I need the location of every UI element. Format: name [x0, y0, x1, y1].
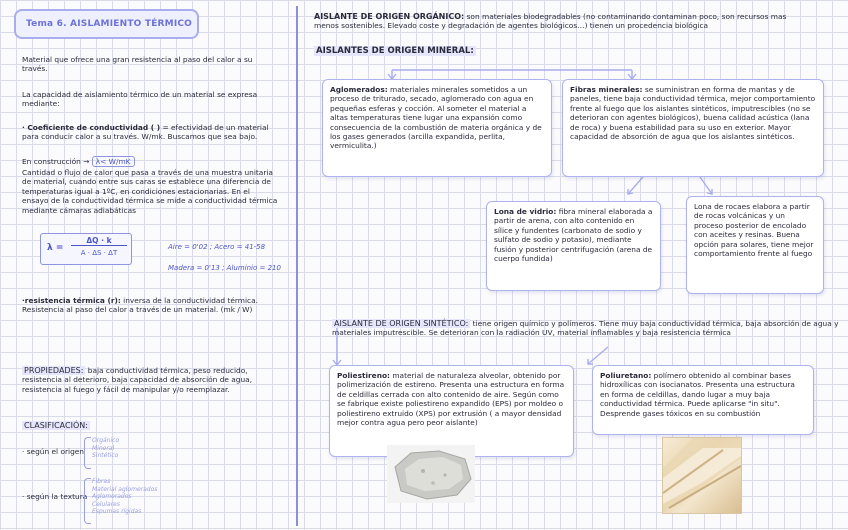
note-air-steel: Aire = 0'02 ; Acero = 41-58: [168, 243, 266, 251]
origin-label: · según el origen: [22, 447, 84, 456]
page-title: Tema 6. AISLAMIENTO TÉRMICO: [26, 19, 193, 29]
polyurethane-image: [663, 438, 741, 513]
texture-item: Fibras: [92, 478, 111, 485]
card-aglomerados: [322, 79, 552, 177]
organic-label: AISLANTE DE ORIGEN ORGÁNICO:: [314, 12, 465, 21]
lona-roca-text: Lona de rocaes elabora a partir de rocas volcánicas y un proceso posterior de encolado con aceites y resinas. Buena opción para solares, tiene mejor comportamiento frente al fuego: [694, 202, 814, 259]
texture-item: Material aglomerados: [92, 485, 158, 493]
lona-vidrio-text: fibra mineral elaborada a partir de arena, con alto contenido en sílice y fundentes (carbonato de sodio y sulfato de sodio y potasio), mediante fusión y posterior centrifugación (arena de cuerpo fundida): [494, 207, 653, 264]
synthetic-label: AISLANTE DE ORIGEN SINTÉTICO:: [334, 319, 469, 328]
poliuretano-label: Poliuretano:: [600, 371, 652, 380]
intro-text: Material que ofrece una gran resistencia al paso del calor a su través.: [22, 55, 253, 74]
resistance-text: inversa de la conductividad térmica. Resistencia al paso del calor a través de un material. (mk / W): [22, 296, 259, 315]
arrow-to-poliuretano: [588, 347, 608, 364]
capacity-text: La capacidad de aislamiento térmico de un material se expresa mediante:: [22, 90, 258, 109]
aglomerados-label: Aglomerados:: [330, 85, 388, 94]
poliuretano-text: polímero obtenido al combinar bases hidroxílicas con isocianatos. Presenta una estructura en forma de celdillas, dando lugar a muy baja conductividad térmica. Puede aplicarse "in situ". Desprende gases tóxicos en su combustión: [600, 371, 795, 418]
polyurethane-photo: [662, 437, 742, 514]
origin-item: Mineral: [92, 444, 115, 452]
synthetic-text: tiene origen químico y polímeros. Tiene muy baja conductividad térmica, baja absorción de agua y materiales imputrescible. Se deterioran con la radiación UV, material inflamables y baja resistencia térmica: [332, 319, 839, 338]
properties-text: baja conductividad térmica, peso reducido, resistencia al deterioro, baja capacidad de absorción de agua, resistencia al fuego y fácil de manipular y/o reemplazar.: [22, 366, 253, 394]
organic-text: son materiales biodegradables (no contaminando contaminan poco, son recursos mas menos sostenibles. Elevado coste y degradación de agentes biológicos…) tienen un procedencia biológica: [314, 12, 787, 31]
texture-item: Aglomerados: [92, 493, 132, 500]
card-poliestireno: [329, 365, 574, 457]
formula-lhs: λ =: [47, 243, 64, 253]
card-lona-vidrio: [486, 201, 661, 291]
lona-vidrio-label: Lona de vidrio:: [494, 207, 557, 216]
properties-label: PROPIEDADES:: [24, 366, 84, 375]
arrow-to-lona-vidrio: [628, 177, 643, 194]
poliestireno-text: material de naturaleza alveolar, obtenido por polimerización de estireno. Presenta una estructura en forma de celdillas cerrada con alto contenido de aire. Según como se fabrique existe poliestireno expandido (EPS) por moldeo o poliestireno extruido (XPS) por extrusión ( a mayor densidad mejor contra agua pero peor aislante): [337, 371, 565, 428]
poliestireno-label: Poliestireno:: [337, 371, 390, 380]
note-wood-aluminium: Madera = 0'13 ; Aluminio = 210: [168, 264, 281, 272]
card-fibras-minerales: [562, 79, 824, 177]
classification-label: CLASIFICACIÓN:: [24, 421, 88, 430]
aglomerados-text: materiales minerales sometidos a un proceso de triturado, secado, aglomerado con agua en pequeñas esferas y cocción. Al someter el material a altas temperaturas tiene lugar una expansión como consecuencia de la combustión de materia orgánica y de los gases generados (arcilla expandida, perlita, vermiculita.): [330, 85, 542, 151]
texture-item: Espumas rígidas: [92, 508, 142, 515]
coefficient-label: · Coeficiente de conductividad ( ): [22, 123, 161, 132]
quantity-text: Cantidad o flujo de calor que pasa a través de una muestra unitaria de material, cuando entre sus caras se establece una diferencia de temperaturas igual a 1ºC, en condiciones estacionarias. En el ensayo de la conductividad térmica se mide a conductividad térmica mediante cámaras adiabáticas: [22, 168, 278, 215]
mineral-label: AISLANTES DE ORIGEN MINERAL:: [316, 46, 474, 56]
fibras-label: Fibras minerales:: [570, 85, 643, 94]
card-poliuretano: [592, 365, 814, 435]
fibras-text: se suministran en forma de mantas y de paneles, tiene baja conductividad térmica, mejor comportamiento frente al fuego que los aislantes sintéticos, imputrescibles (no se deterioran con agentes biológicos), buena calidad acústica (lana de roca) y buena estabilidad para su uso en exterior. Mayor capacidad de absorción de agua que los aislantes sintéticos.: [570, 85, 816, 142]
coefficient-text: = efectividad de un material para conducir calor a su través. W/mk. Buscamos que sea bajo.: [22, 123, 269, 142]
construction-value: λ< W/mK: [92, 156, 135, 167]
texture-label: · según la textura: [22, 492, 88, 501]
construction-label: En construcción →: [22, 157, 90, 166]
synthetic-paragraph: [332, 319, 842, 338]
polystyrene-image: [387, 445, 475, 503]
formula-numerator: ΔQ · k: [71, 236, 127, 246]
texture-item: Celulares: [92, 500, 120, 508]
arrow-to-lona-roca: [700, 177, 712, 194]
formula-denominator: A · ΔS · ΔT: [80, 249, 118, 257]
polystyrene-photo: [387, 445, 475, 503]
resistance-label: ·resistencia térmica (r):: [22, 296, 121, 305]
card-lona-roca: [686, 196, 824, 294]
origin-item: Orgánico: [92, 437, 120, 444]
origin-item: Sintético: [92, 452, 119, 459]
